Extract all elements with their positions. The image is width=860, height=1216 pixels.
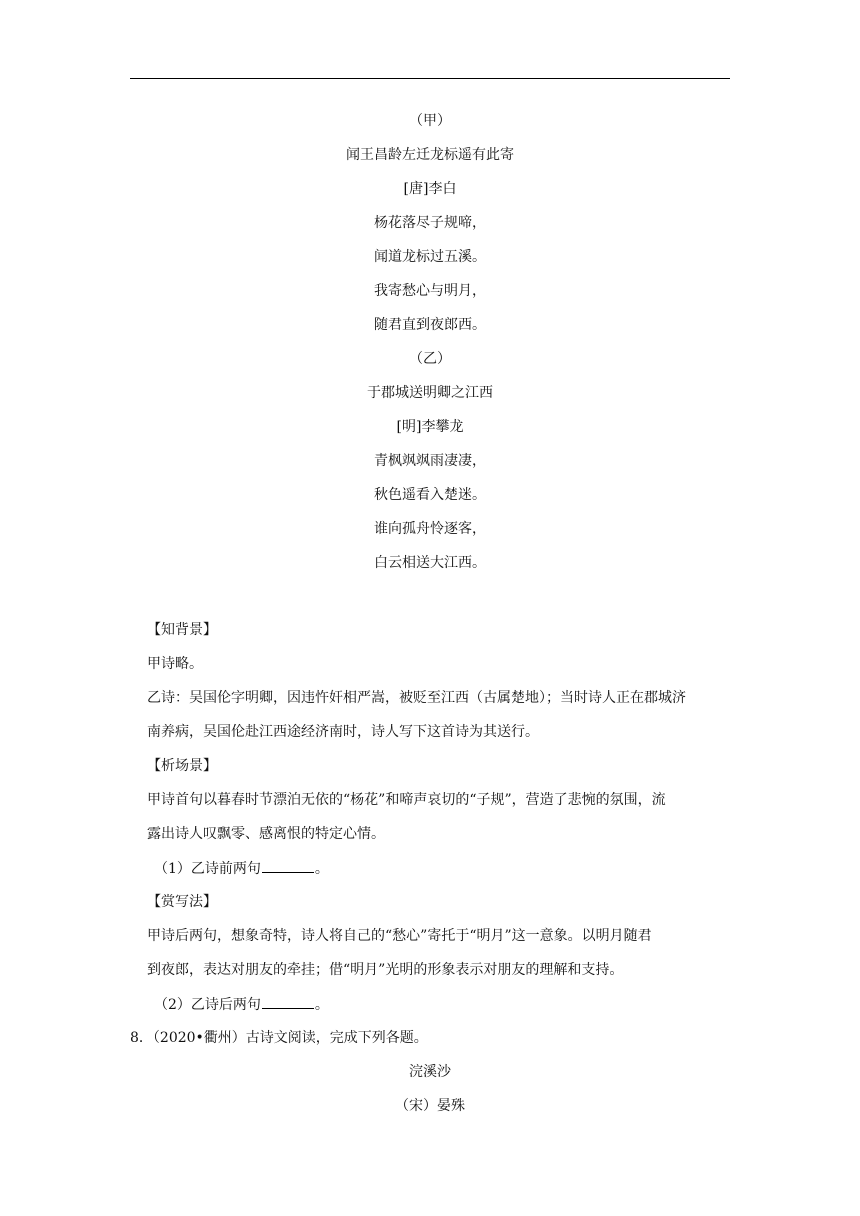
question-8-poem-title: 浣溪沙	[409, 1064, 451, 1080]
poem-a-line: 杨花落尽子规啼，	[374, 215, 486, 231]
answer-blank-1[interactable]	[262, 858, 314, 873]
scene-text: 露出诗人叹飘零、感离恨的特定心情。	[147, 826, 385, 842]
background-heading: 【知背景】	[147, 622, 217, 638]
question-1-suffix: 。	[314, 861, 329, 877]
answer-blank-2[interactable]	[262, 994, 314, 1009]
background-text: 甲诗略。	[147, 656, 203, 672]
poem-a-line: 我寄愁心与明月，	[374, 283, 486, 299]
poem-a-title: 闻王昌龄左迁龙标遥有此寄	[346, 147, 514, 163]
poem-b-line: 谁向孤舟怜逐客，	[374, 521, 486, 537]
question-2	[154, 994, 329, 1015]
poem-a-marker: （甲）	[409, 113, 451, 129]
scene-heading: 【析场景】	[147, 758, 217, 774]
question-1-prefix: （1）乙诗前两句	[154, 861, 261, 877]
poem-a-author: [唐]李白	[403, 181, 457, 197]
question-8-text: 8．（2020•衢州）古诗文阅读，完成下列各题。	[130, 1030, 428, 1046]
poem-b-line: 白云相送大江西。	[374, 555, 486, 571]
technique-text: 甲诗后两句，想象奇特，诗人将自己的“愁心”寄托于“明月”这一意象。以明月随君	[147, 928, 652, 944]
poem-a-line: 随君直到夜郎西。	[374, 317, 486, 333]
poem-b-line: 秋色遥看入楚迷。	[374, 487, 486, 503]
poem-b-marker: （乙）	[409, 351, 451, 367]
poem-a-line: 闻道龙标过五溪。	[374, 249, 486, 265]
question-1	[154, 858, 329, 879]
poem-b-title: 于郡城送明卿之江西	[367, 385, 493, 401]
technique-text: 到夜郎，表达对朋友的牵挂；借“明月”光明的形象表示对朋友的理解和支持。	[147, 962, 624, 978]
poem-b-author: [明]李攀龙	[396, 419, 464, 435]
technique-heading: 【赏写法】	[147, 894, 217, 910]
question-2-suffix: 。	[314, 997, 329, 1013]
background-text: 乙诗：吴国伦字明卿，因违忤奸相严嵩，被贬至江西（古属楚地）；当时诗人正在郡城济	[147, 690, 686, 706]
header-rule	[130, 78, 730, 79]
question-2-prefix: （2）乙诗后两句	[154, 997, 261, 1013]
scene-text: 甲诗首句以暮春时节漂泊无依的“杨花”和啼声哀切的“子规”，营造了悲惋的氛围，流	[147, 792, 666, 808]
background-text: 南养病，吴国伦赴江西途经济南时，诗人写下这首诗为其送行。	[147, 724, 539, 740]
poem-b-line: 青枫飒飒雨凄凄，	[374, 453, 486, 469]
question-8-poem-author: （宋）晏殊	[395, 1098, 465, 1114]
